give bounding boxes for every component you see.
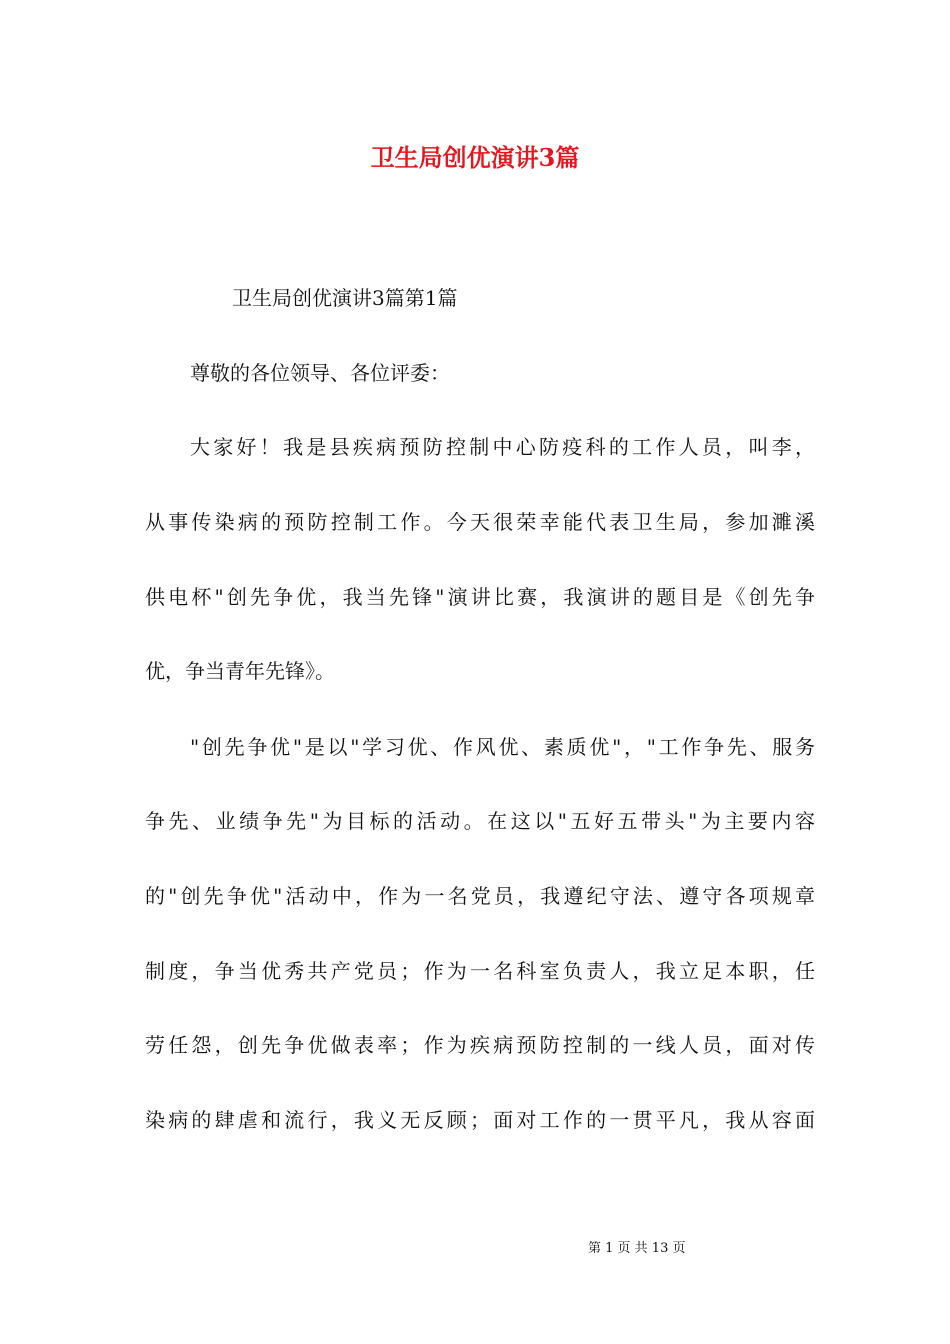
paragraph-2-line-6: 染病的肆虐和流行，我义无反顾；面对工作的一贯平凡，我从容面: [145, 1108, 815, 1132]
paragraph-2-line-3: 的"创先争优"活动中，作为一名党员，我遵纪守法、遵守各项规章: [145, 884, 815, 908]
greeting-line: 尊敬的各位领导、各位评委：: [190, 361, 450, 385]
paragraph-2-line-1: "创先争优"是以"学习优、作风优、素质优"，"工作争先、服务: [190, 735, 815, 759]
paragraph-1-line-2: 从事传染病的预防控制工作。今天很荣幸能代表卫生局，参加濉溪: [145, 510, 815, 534]
paragraph-2-line-5: 劳任怨，创先争优做表率；作为疾病预防控制的一线人员，面对传: [145, 1033, 815, 1057]
paragraph-2-line-2: 争先、业绩争先"为目标的活动。在这以"五好五带头"为主要内容: [145, 809, 815, 833]
paragraph-1-line-4: 优，争当青年先锋》。: [145, 659, 335, 683]
paragraph-2-line-4: 制度，争当优秀共产党员；作为一名科室负责人，我立足本职，任: [145, 959, 815, 983]
document-title: 卫生局创优演讲3篇: [370, 143, 580, 172]
paragraph-1-line-1: 大家好！我是县疾病预防控制中心防疫科的工作人员，叫李，: [190, 435, 815, 459]
section-heading: 卫生局创优演讲3篇第1篇: [232, 286, 458, 310]
page-footer: 第 1 页 共 13 页: [588, 1241, 686, 1256]
paragraph-1-line-3: 供电杯"创先争优，我当先锋"演讲比赛，我演讲的题目是《创先争: [145, 585, 815, 609]
